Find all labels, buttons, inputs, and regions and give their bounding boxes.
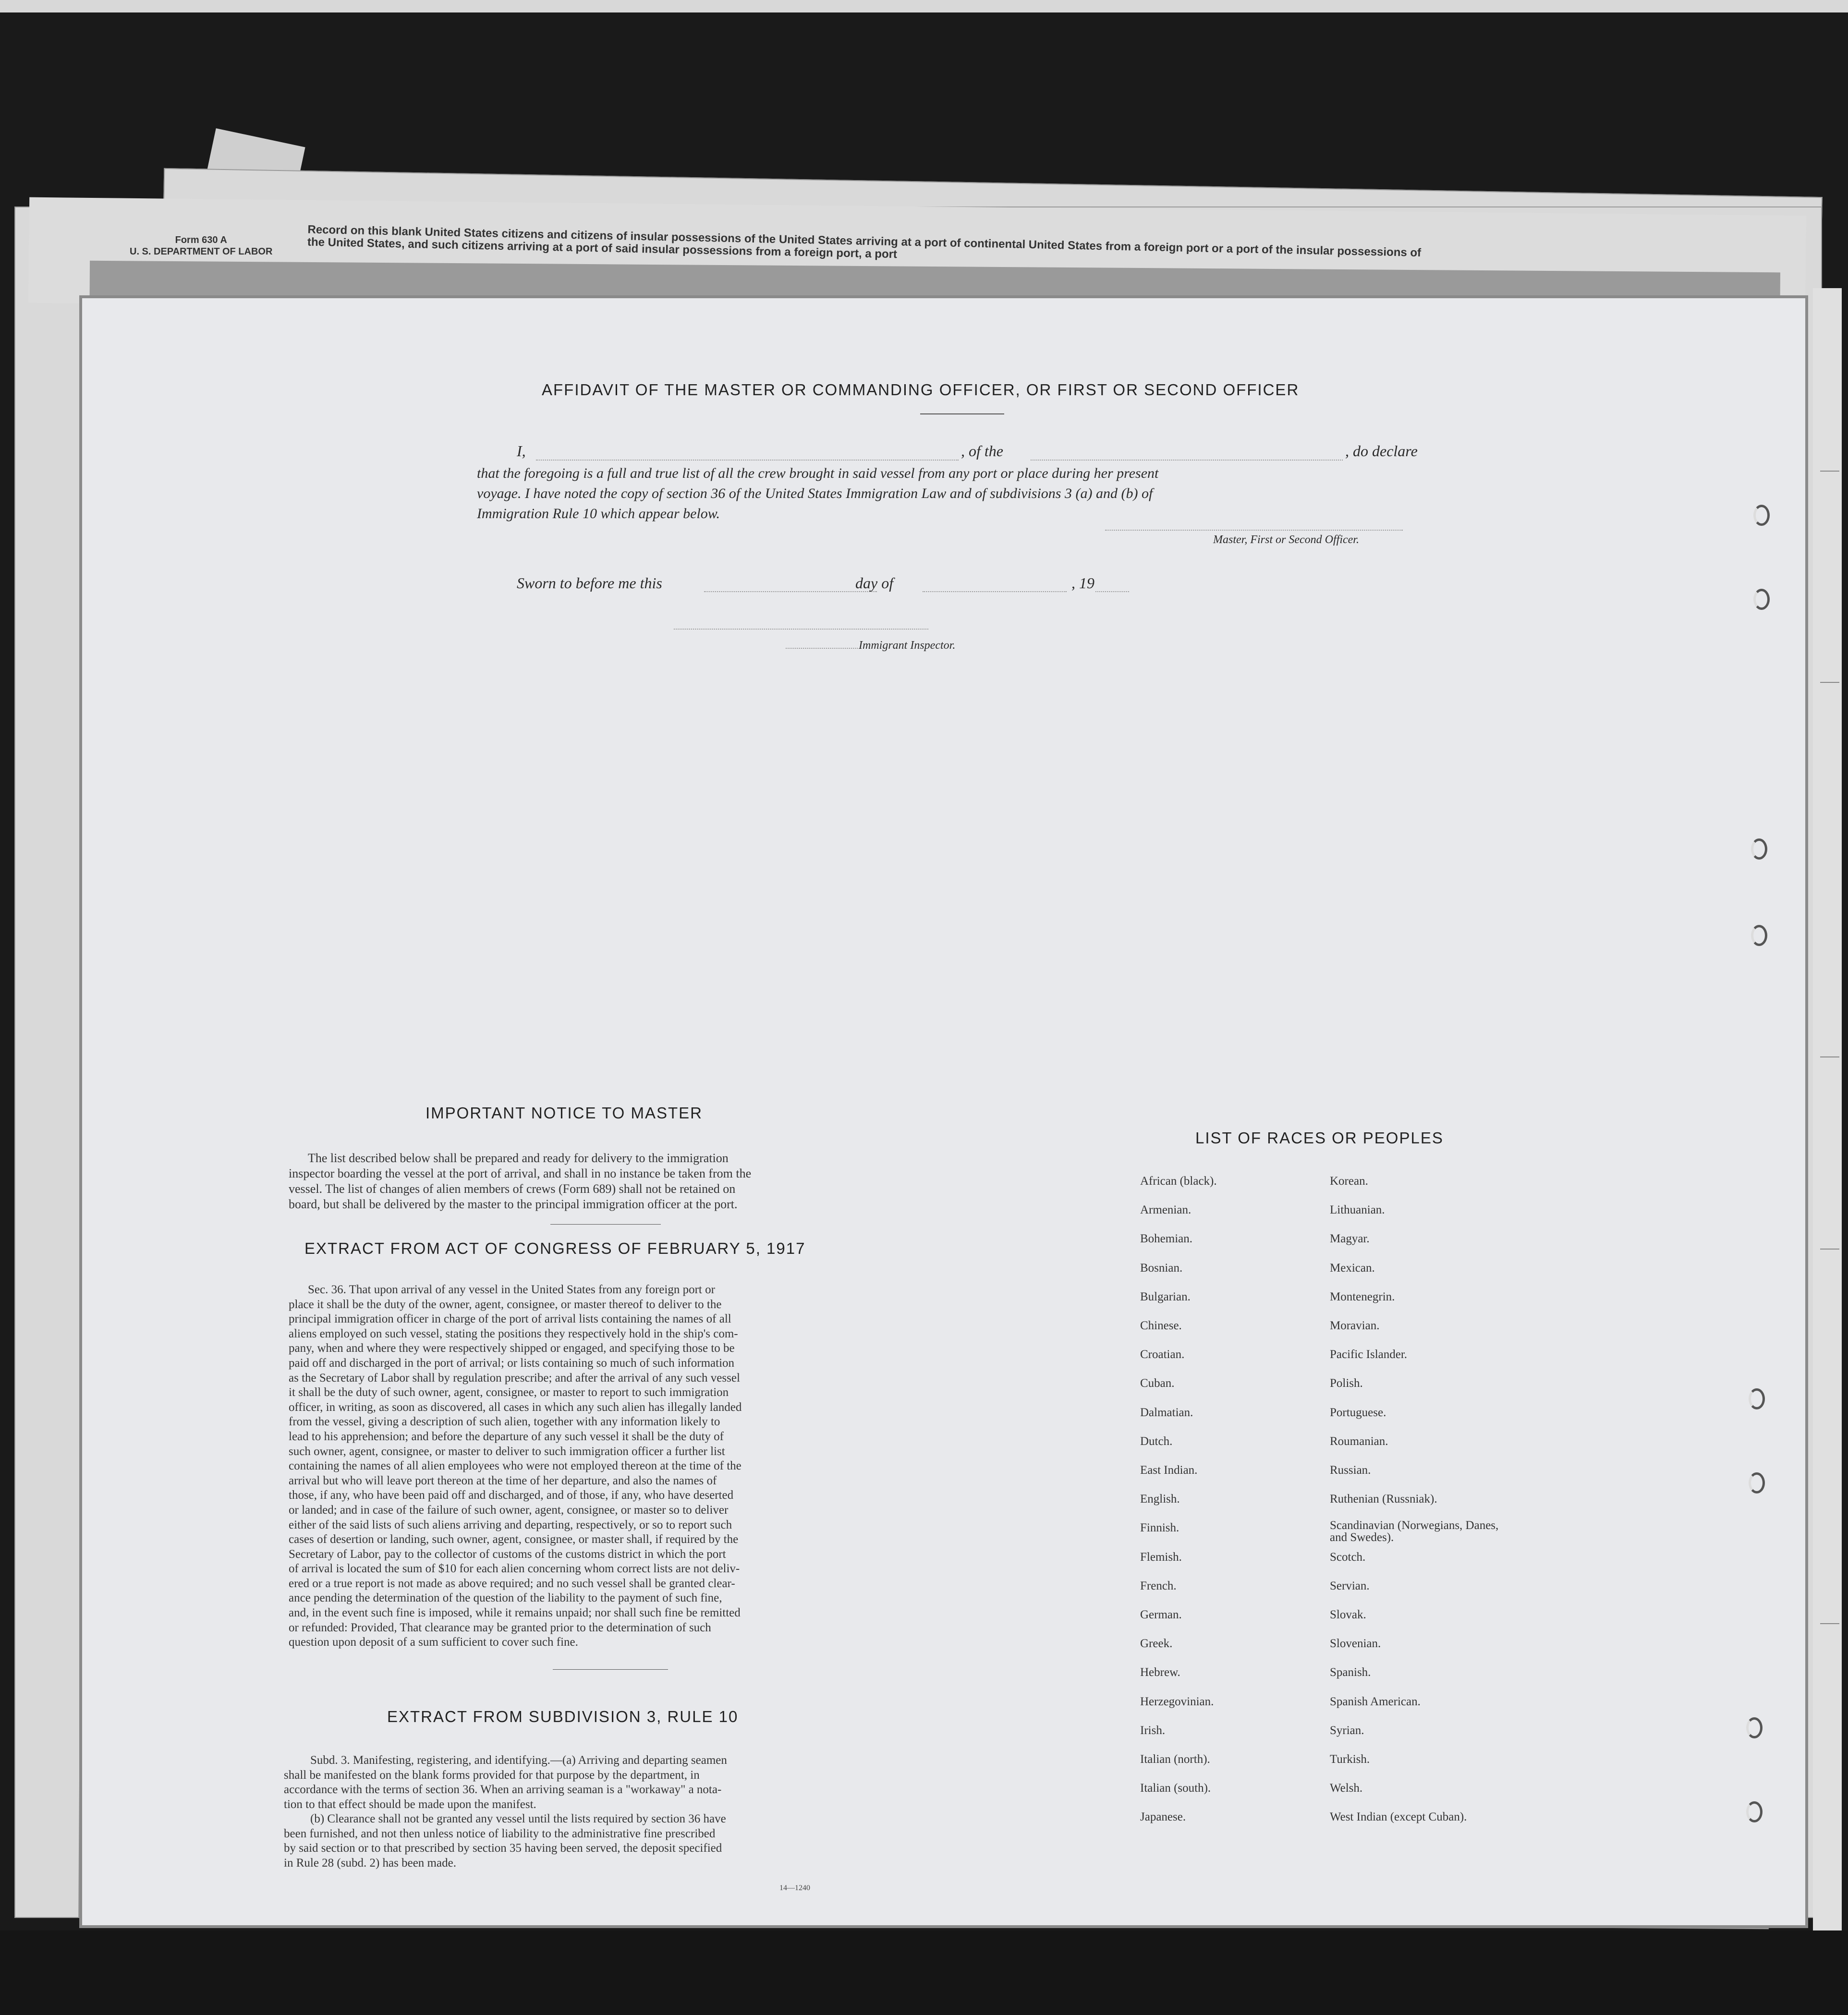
act-line: as the Secretary of Labor shall by regulation prescribe; and after the arrival of any such vessel — [289, 1371, 740, 1384]
edge-mark — [1820, 1056, 1839, 1057]
notice-line: The list described below shall be prepared and ready for delivery to the immigration — [308, 1151, 729, 1165]
act-line: Sec. 36. That upon arrival of any vessel in the United States from any foreign port or — [308, 1283, 715, 1296]
act-line: it shall be the duty of such owner, agent, consignee, or master to report to such immigration — [289, 1386, 729, 1399]
race-item: Pacific Islander. — [1330, 1348, 1408, 1361]
race-item: Italian (south). — [1140, 1782, 1211, 1795]
notice-body — [289, 1151, 865, 1212]
edge-mark — [1820, 1623, 1839, 1624]
act-line: containing the names of all alien employees who were not employed thereon at the time of the — [289, 1459, 742, 1473]
act-line: arrival but who will leave port thereon at the time of her departure, and also the names of — [289, 1474, 717, 1487]
punch-hole — [1753, 589, 1770, 610]
race-item: East Indian. — [1140, 1464, 1198, 1477]
race-item: Bulgarian. — [1140, 1290, 1191, 1303]
race-item: Flemish. — [1140, 1551, 1182, 1564]
notice-rule — [550, 1224, 661, 1225]
race-item: Greek. — [1140, 1637, 1173, 1650]
race-item: Irish. — [1140, 1724, 1166, 1737]
month-blank — [923, 591, 1067, 592]
punch-hole — [1751, 838, 1767, 860]
act-line: place it shall be the duty of the owner, agent, consignee, or master thereof to deliver to the — [289, 1298, 722, 1311]
scan-top-border — [0, 0, 1848, 12]
race-item: Japanese. — [1140, 1810, 1186, 1823]
year-text: , 19 — [1071, 574, 1094, 592]
day-blank — [704, 591, 877, 592]
act-line: those, if any, who have been paid off and discharged, and of those, if any, who have deserted — [289, 1489, 734, 1502]
day-of-text: day of — [855, 574, 894, 592]
race-item: Servian. — [1330, 1579, 1370, 1592]
back-form-record-text: Record on this blank United States citizens and citizens of insular possessions of the United States arriving at a port of continental United States from a foreign port or a port of the insular possessions of the United States, and such citizens arriving at a port of said insular possessions from a foreign port, a port — [307, 223, 1422, 261]
scan-bottom-border — [0, 1930, 1848, 2015]
race-item: Magyar. — [1330, 1232, 1370, 1245]
race-item: West Indian (except Cuban). — [1330, 1810, 1467, 1823]
act-line: officer, in writing, as soon as discovered, all cases in which any such alien has illegally landed — [289, 1400, 742, 1414]
race-item: Armenian. — [1140, 1203, 1191, 1216]
affidavit-title: AFFIDAVIT OF THE MASTER OR COMMANDING OFFICER, OR FIRST OR SECOND OFFICER — [542, 381, 1300, 399]
race-item: English. — [1140, 1493, 1180, 1505]
race-item: Welsh. — [1330, 1782, 1363, 1795]
affidavit-sheet — [79, 295, 1808, 1928]
back-form-id — [130, 234, 272, 257]
act-line: ance pending the determination of the question of the liability to the payment of such fine, — [289, 1591, 722, 1605]
race-item: Roumanian. — [1330, 1435, 1388, 1448]
rule-line: by said section or to that prescribed by section 35 having been served, the deposit specified — [284, 1842, 722, 1855]
extract-act-title: EXTRACT FROM ACT OF CONGRESS OF FEBRUARY 5, 1917 — [304, 1239, 806, 1257]
race-item: Finnish. — [1140, 1521, 1179, 1534]
inspector-blank-short — [786, 648, 858, 649]
print-code: 14—1240 — [779, 1884, 810, 1892]
act-line: such owner, agent, consignee, or master to deliver to such immigration officer a further list — [289, 1444, 725, 1458]
race-item: Hebrew. — [1140, 1666, 1180, 1679]
edge-mark — [1820, 471, 1839, 472]
act-line: paid off and discharged in the port of arrival; or lists containing so much of such information — [289, 1356, 735, 1370]
inspector-label: Immigrant Inspector. — [859, 639, 956, 652]
affidavit-i: I, — [517, 442, 526, 460]
affidavit-of-the: , of the — [961, 442, 1003, 460]
race-item: Mexican. — [1330, 1262, 1375, 1275]
race-item: Slovenian. — [1330, 1637, 1381, 1650]
rule-line: Subd. 3. Manifesting, registering, and identifying.—(a) Arriving and departing seamen — [310, 1754, 727, 1767]
act-line: principal immigration officer in charge of the port of arrival lists containing the names of all — [289, 1312, 731, 1326]
notice-line: inspector boarding the vessel at the port of arrival, and shall in no instance be taken from the — [289, 1166, 752, 1180]
name-blank — [536, 460, 959, 461]
race-item: Lithuanian. — [1330, 1203, 1385, 1216]
back-form-number: Form 630 A — [175, 235, 227, 245]
race-item: Russian. — [1330, 1464, 1371, 1477]
race-item: Ruthenian (Russniak). — [1330, 1493, 1437, 1505]
rule-line: tion to that effect should be made upon the manifest. — [284, 1797, 536, 1811]
act-line: Secretary of Labor, pay to the collector of customs of the customs district in which the port — [289, 1547, 726, 1561]
race-item: Spanish American. — [1330, 1695, 1421, 1708]
notice-title: IMPORTANT NOTICE TO MASTER — [426, 1104, 703, 1122]
affidavit-declare: , do declare — [1345, 442, 1418, 460]
race-item: Turkish. — [1330, 1753, 1370, 1766]
notice-line: board, but shall be delivered by the master to the principal immigration officer at the port. — [289, 1197, 738, 1211]
race-item: Portuguese. — [1330, 1406, 1386, 1419]
act-line: or refunded: Provided, That clearance may be granted prior to the determination of such — [289, 1621, 711, 1634]
sworn-text: Sworn to before me this — [517, 574, 662, 592]
act-line: either of the said lists of such aliens arriving and departing, respectively, or so to report such — [289, 1518, 732, 1531]
race-item: Italian (north). — [1140, 1753, 1210, 1766]
act-line: from the vessel, giving a description of such alien, together with any information likely to — [289, 1415, 720, 1429]
inspector-blank — [674, 629, 928, 630]
race-item: Bohemian. — [1140, 1232, 1193, 1245]
rule-line: (b) Clearance shall not be granted any vessel until the lists required by section 36 have — [310, 1812, 726, 1825]
punch-hole — [1746, 1717, 1763, 1738]
act-line: or landed; and in case of the failure of such owner, agent, consignee, or master so to deliver — [289, 1503, 729, 1517]
race-item: French. — [1140, 1579, 1177, 1592]
race-item: Scotch. — [1330, 1551, 1366, 1564]
edge-mark — [1820, 682, 1839, 683]
signature-label: Master, First or Second Officer. — [1213, 534, 1359, 546]
rule-line: in Rule 28 (subd. 2) has been made. — [284, 1856, 456, 1869]
notice-line: vessel. The list of changes of alien members of crews (Form 689) shall not be retained on — [289, 1182, 736, 1196]
race-item: Dutch. — [1140, 1435, 1173, 1448]
extract-rule-title: EXTRACT FROM SUBDIVISION 3, RULE 10 — [387, 1708, 739, 1725]
act-rule — [553, 1669, 668, 1670]
act-line: question upon deposit of a sum sufficient to cover such fine. — [289, 1636, 578, 1649]
right-sheet-edge — [1813, 288, 1842, 1930]
punch-hole — [1753, 505, 1770, 526]
race-item: Dalmatian. — [1140, 1406, 1193, 1419]
act-line: of arrival is located the sum of $10 for each alien concerning whom correct lists are not deliv- — [289, 1562, 740, 1576]
title-rule — [920, 413, 1004, 414]
race-item: Syrian. — [1330, 1724, 1364, 1737]
race-item: Montenegrin. — [1330, 1290, 1395, 1303]
affidavit-line-4: Immigration Rule 10 which appear below. — [477, 506, 720, 522]
rule-line: shall be manifested on the blank forms provided for that purpose by the department, in — [284, 1768, 700, 1782]
act-line: aliens employed on such vessel, stating the positions they respectively hold in the ship's com- — [289, 1327, 738, 1340]
race-item: Slovak. — [1330, 1608, 1366, 1621]
race-item: Cuban. — [1140, 1377, 1175, 1390]
act-line: pany, when and where they were respectively shipped or engaged, and specifying those to be — [289, 1342, 735, 1355]
race-item: German. — [1140, 1608, 1182, 1621]
act-line: lead to his apprehension; and before the departure of any such vessel it shall be the duty of — [289, 1430, 724, 1443]
rule-line: been furnished, and not then unless notice of liability to the administrative fine prescribed — [284, 1827, 716, 1840]
punch-hole — [1746, 1801, 1763, 1822]
race-item: Croatian. — [1140, 1348, 1185, 1361]
race-item: Bosnian. — [1140, 1262, 1183, 1275]
act-line: cases of desertion or landing, such owner, agent, consignee, or master shall, if required by the — [289, 1533, 739, 1546]
affidavit-line-3: voyage. I have noted the copy of section 36 of the United States Immigration Law and of subdivisions 3 (a) and (b) of — [477, 486, 1153, 501]
signature-blank — [1105, 530, 1403, 531]
act-line: and, in the event such fine is imposed, while it remains unpaid; nor shall such fine be remitted — [289, 1606, 741, 1620]
race-item: Polish. — [1330, 1377, 1363, 1390]
race-item: Spanish. — [1330, 1666, 1371, 1679]
races-title: LIST OF RACES OR PEOPLES — [1195, 1129, 1444, 1147]
race-item: Chinese. — [1140, 1319, 1182, 1332]
punch-hole — [1751, 925, 1767, 946]
affidavit-line-2: that the foregoing is a full and true list of all the crew brought in said vessel from any port or place during her present — [477, 465, 1159, 481]
edge-mark — [1820, 1249, 1839, 1250]
race-item: Korean. — [1330, 1175, 1368, 1188]
year-blank — [1095, 591, 1129, 592]
act-line: ered or a true report is not made as above required; and no such vessel shall be granted clear- — [289, 1577, 735, 1590]
extract-act-body — [289, 1283, 865, 1650]
punch-hole — [1749, 1472, 1765, 1493]
extract-rule-body — [284, 1753, 865, 1870]
race-item: Moravian. — [1330, 1319, 1380, 1332]
race-item: African (black). — [1140, 1175, 1217, 1188]
race-item: Herzegovinian. — [1140, 1695, 1214, 1708]
punch-hole — [1749, 1388, 1765, 1409]
back-form-department: U. S. DEPARTMENT OF LABOR — [130, 246, 273, 257]
vessel-blank — [1031, 460, 1343, 461]
race-item: Scandinavian (Norwegians, Danes, and Swedes). — [1330, 1519, 1499, 1544]
rule-line: accordance with the terms of section 36. When an arriving seaman is a "workaway" a nota- — [284, 1783, 722, 1796]
